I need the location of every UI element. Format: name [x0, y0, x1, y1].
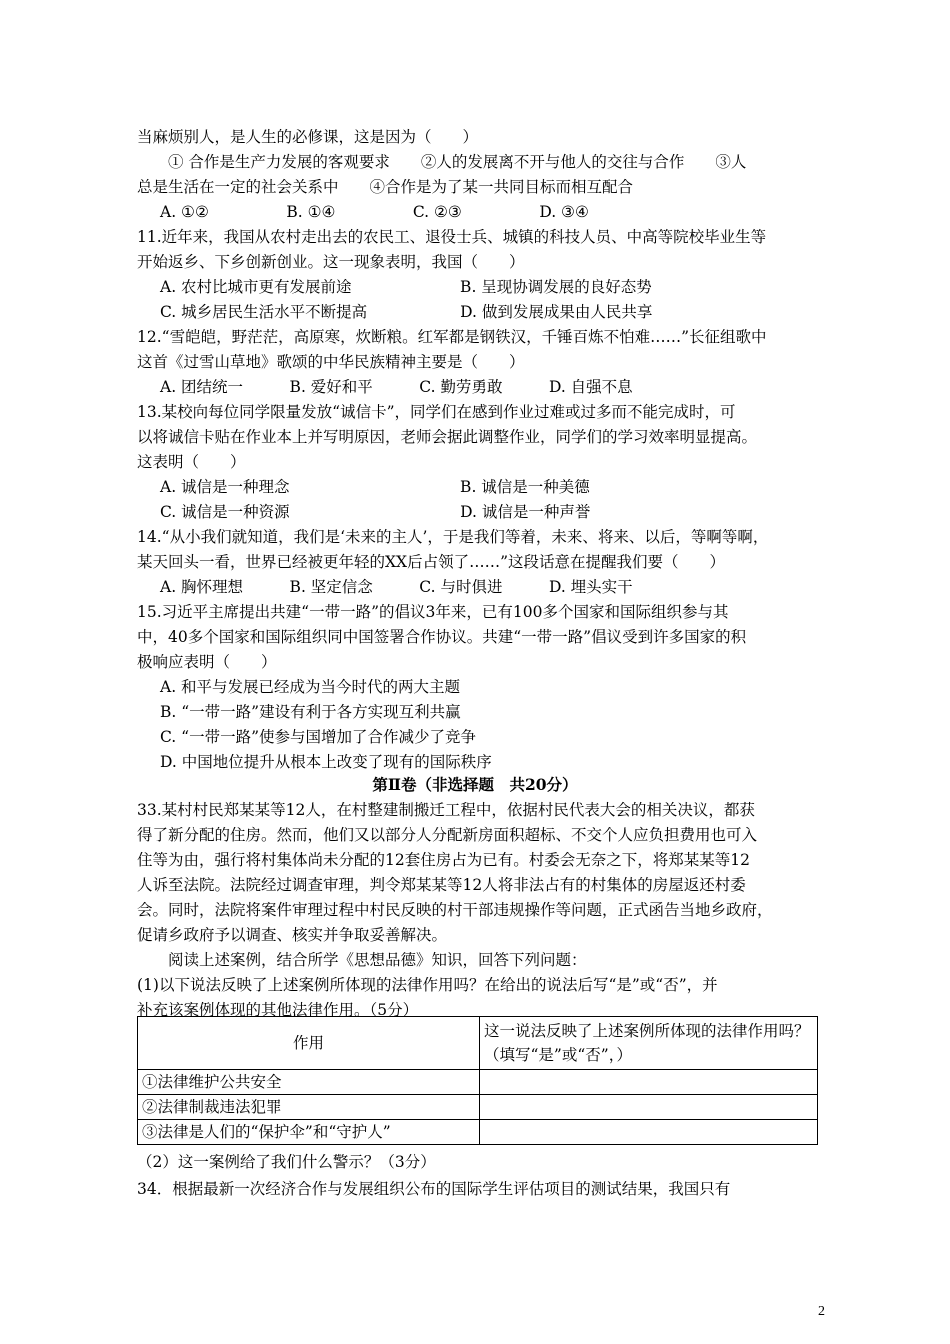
text-line: 得了新分配的住房。然而，他们又以部分人分配新房面积超标、不交个人应负担费用也可入	[137, 826, 758, 844]
table-row	[138, 1070, 818, 1095]
sub-question-2: （2）这一案例给了我们什么警示？（3分）	[137, 1153, 436, 1171]
question-14: 14.“从小我们就知道，我们是‘未来的主人’，于是我们等着，未来、将来、以后，等啊等啊，	[137, 528, 769, 546]
table-header-answer: 这一说法反映了上述案例所体现的法律作用吗？（填写“是”或“否”，）	[480, 1017, 818, 1070]
text-line: 当麻烦别人，是人生的必修课，这是因为（ ）	[137, 128, 479, 146]
answer-cell[interactable]	[480, 1070, 818, 1095]
text-line: 人诉至法院。法院经过调查审理，判令郑某某等12人将非法占有的村集体的房屋返还村委	[137, 876, 746, 894]
answer-options: A. 诚信是一种理念 B. 诚信是一种美德	[160, 478, 590, 496]
text-line: 以将诚信卡贴在作业本上并写明原因，老师会据此调整作业，同学们的学习效率明显提高。	[137, 428, 758, 446]
answer-options: A. 团结统一 B. 爱好和平 C. 勤劳勇敢 D. 自强不息	[160, 378, 633, 396]
answer-option: B. “一带一路”建设有利于各方实现互利共赢	[160, 703, 461, 721]
text-line: 促请乡政府予以调查、核实并争取妥善解决。	[137, 926, 448, 944]
text-line: 补充该案例体现的其他法律作用。（5分）	[137, 1001, 419, 1019]
text-line: ① 合作是生产力发展的客观要求 ②人的发展离不开与他人的交往与合作 ③人	[168, 153, 747, 171]
text-line: 住等为由，强行将村集体尚未分配的12套住房占为已有。村委会无奈之下，将郑某某等12	[137, 851, 750, 869]
answer-cell[interactable]	[480, 1120, 818, 1145]
instruction: 阅读上述案例，结合所学《思想品德》知识，回答下列问题：	[168, 951, 587, 969]
answer-cell[interactable]	[480, 1095, 818, 1120]
table-row	[138, 1120, 818, 1145]
answer-option: D. 中国地位提升从根本上改变了现有的国际秩序	[160, 753, 492, 771]
answer-options: A. 农村比城市更有发展前途 B. 呈现协调发展的良好态势	[160, 278, 652, 296]
answer-option: A. 和平与发展已经成为当今时代的两大主题	[160, 678, 461, 696]
text-line: 这首《过雪山草地》歌颂的中华民族精神主要是（ ）	[137, 353, 525, 371]
question-33: 33.某村村民郑某某等12人，在村整建制搬迁工程中，依据村民代表大会的相关决议，都获	[137, 801, 755, 819]
table-header-effect: 作用	[138, 1017, 480, 1070]
question-13: 13.某校向每位同学限量发放“诚信卡”，同学们在感到作业过难或过多而不能完成时，可	[137, 403, 736, 421]
answer-option: C. “一带一路”使参与国增加了合作减少了竞争	[160, 728, 477, 746]
answer-options: A. 胸怀理想 B. 坚定信念 C. 与时俱进 D. 埋头实干	[160, 578, 633, 596]
text-line: 中，40多个国家和国际组织同中国签署合作协议。共建“一带一路”倡议受到许多国家的积	[137, 628, 747, 646]
section-title: 第Ⅱ卷（非选择题 共20分）	[372, 775, 578, 794]
text-line: 开始返乡、下乡创新创业。这一现象表明，我国（ ）	[137, 253, 525, 271]
sub-question-1: (1)以下说法反映了上述案例所体现的法律作用吗？在给出的说法后写“是”或“否”，并	[137, 976, 718, 994]
question-15: 15.习近平主席提出共建“一带一路”的倡议3年来，已有100多个国家和国际组织参与其	[137, 603, 729, 621]
question-34: 34．根据最新一次经济合作与发展组织公布的国际学生评估项目的测试结果，我国只有	[137, 1180, 731, 1198]
text-line: 某天回头一看，世界已经被更年轻的XX后占领了……”这段话意在提醒我们要（ ）	[137, 553, 725, 571]
answer-options: C. 诚信是一种资源 D. 诚信是一种声誉	[160, 503, 591, 521]
answer-table	[137, 1016, 818, 1145]
table-cell-statement: ①法律维护公共安全	[138, 1070, 480, 1095]
answer-options: A. ①② B. ①④ C. ②③ D. ③④	[160, 203, 589, 221]
question-11: 11.近年来，我国从农村走出去的农民工、退役士兵、城镇的科技人员、中高等院校毕业生等	[137, 228, 767, 246]
answer-options: C. 城乡居民生活水平不断提高 D. 做到发展成果由人民共享	[160, 303, 653, 321]
text-line: 这表明（ ）	[137, 453, 246, 471]
table-header-row	[138, 1017, 818, 1070]
table-row	[138, 1095, 818, 1120]
table-cell-statement: ②法律制裁违法犯罪	[138, 1095, 480, 1120]
table-cell-statement: ③法律是人们的“保护伞”和“守护人”	[138, 1120, 480, 1145]
question-12: 12.“雪皑皑，野茫茫，高原寒，炊断粮。红军都是钢铁汉，千锤百炼不怕难……”长征组歌中	[137, 328, 767, 346]
text-line: 总是生活在一定的社会关系中 ④合作是为了某一共同目标而相互配合	[137, 178, 634, 196]
text-line: 极响应表明（ ）	[137, 653, 277, 671]
text-line: 会。同时，法院将案件审理过程中村民反映的村干部违规操作等问题，正式函告当地乡政府，	[137, 901, 773, 919]
page-number: 2	[818, 1304, 825, 1319]
